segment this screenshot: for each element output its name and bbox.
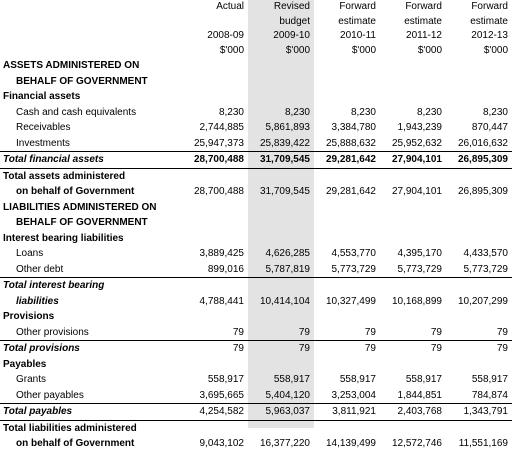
column-header: Revised <box>273 1 310 12</box>
cell-value: 79 <box>446 325 512 341</box>
cell-value: 79 <box>248 325 314 341</box>
cell-value: 4,553,770 <box>331 248 376 259</box>
cell-value: 8,230 <box>482 106 508 118</box>
column-header: estimate <box>404 15 442 27</box>
row-label: Other payables <box>0 388 182 404</box>
cell-value: 25,947,373 <box>182 136 248 152</box>
section-heading <box>0 215 512 231</box>
total-liabilities-label-line-1: Total liabilities administered <box>3 422 137 434</box>
row-label: Loans <box>16 248 44 259</box>
cell-value: 558,917 <box>339 374 376 385</box>
cell-value: 4,254,582 <box>182 404 248 421</box>
cell-value: 5,404,120 <box>248 388 314 404</box>
cell-value: 5,861,893 <box>265 122 310 133</box>
cell-value: 28,700,488 <box>182 152 248 169</box>
header-row-2 <box>0 15 512 30</box>
section-heading <box>0 74 512 90</box>
cell-value: 26,895,309 <box>457 186 508 197</box>
cell-value: 28,700,488 <box>193 186 244 197</box>
total-row <box>0 420 512 436</box>
liabilities-title-line-2: BEHALF OF GOVERNMENT <box>16 217 148 228</box>
table-row <box>0 325 512 341</box>
column-unit: $'000 <box>417 44 442 56</box>
subheading-row <box>0 357 512 373</box>
row-label: Cash and cash equivalents <box>16 106 137 118</box>
table-row <box>0 246 512 262</box>
financial-assets-heading: Financial assets <box>3 91 81 102</box>
cell-value: 870,447 <box>471 122 508 133</box>
table-row <box>0 136 512 152</box>
header-blank <box>0 29 182 44</box>
total-row <box>0 436 512 452</box>
cell-value: 8,230 <box>284 106 310 118</box>
total-provisions-label: Total provisions <box>3 343 80 354</box>
cell-value: 11,551,169 <box>458 438 508 449</box>
cell-value: 79 <box>364 343 376 354</box>
column-header: Forward <box>405 1 442 12</box>
column-header: estimate <box>470 15 508 27</box>
cell-value: 14,139,499 <box>325 438 376 449</box>
cell-value: 3,253,004 <box>314 388 380 404</box>
cell-value: 4,395,170 <box>397 248 442 259</box>
cell-value: 8,230 <box>218 106 244 118</box>
cell-value: 27,904,101 <box>380 152 446 169</box>
cell-value: 3,811,921 <box>314 404 380 421</box>
cell-value: 25,888,632 <box>314 136 380 152</box>
cell-value: 558,917 <box>273 374 310 385</box>
subheading-row <box>0 309 512 325</box>
cell-value: 1,943,239 <box>397 122 442 133</box>
total-assets-label-line-1: Total assets administered <box>3 170 126 182</box>
table-row <box>0 372 512 388</box>
assets-title-line-1: ASSETS ADMINISTERED ON <box>3 60 140 71</box>
subheading-row <box>0 89 512 105</box>
cell-value: 10,168,899 <box>391 295 442 307</box>
total-interest-label-line-2: liabilities <box>16 295 59 307</box>
total-assets-label-line-2: on behalf of Government <box>16 186 135 197</box>
column-year: 2008-09 <box>207 30 244 41</box>
column-header <box>182 15 248 30</box>
column-year: 2011-12 <box>406 30 442 41</box>
total-row <box>0 341 512 357</box>
cell-value: 3,889,425 <box>199 248 244 259</box>
payables-heading: Payables <box>3 358 47 370</box>
cell-value: 16,377,220 <box>259 438 310 449</box>
table-row <box>0 105 512 121</box>
total-row <box>0 152 512 169</box>
cell-value: 25,952,632 <box>380 136 446 152</box>
cell-value: 26,895,309 <box>446 152 512 169</box>
table-row <box>0 262 512 278</box>
cell-value: 5,773,729 <box>446 262 512 278</box>
total-row <box>0 294 512 310</box>
cell-value: 3,695,665 <box>182 388 248 404</box>
column-unit: $'000 <box>285 44 310 56</box>
cell-value: 5,773,729 <box>314 262 380 278</box>
table-row <box>0 388 512 404</box>
cell-value: 4,433,570 <box>463 248 508 259</box>
liabilities-title-line-1: LIABILITIES ADMINISTERED ON <box>3 201 157 213</box>
cell-value: 558,917 <box>405 374 442 385</box>
cell-value: 9,043,102 <box>199 438 244 449</box>
row-label: Other provisions <box>0 325 182 341</box>
cell-value: 79 <box>430 343 442 354</box>
column-unit: $'000 <box>219 44 244 56</box>
column-header: Forward <box>471 1 508 12</box>
interest-bearing-heading: Interest bearing liabilities <box>3 232 124 244</box>
cell-value: 558,917 <box>207 374 244 385</box>
cell-value: 4,626,285 <box>265 248 310 259</box>
cell-value: 3,384,780 <box>331 122 376 133</box>
header-blank <box>0 0 182 15</box>
cell-value: 5,773,729 <box>380 262 446 278</box>
total-row <box>0 404 512 421</box>
cell-value: 558,917 <box>471 374 508 385</box>
column-header: budget <box>279 15 310 27</box>
total-row <box>0 278 512 294</box>
row-label: Receivables <box>16 122 71 133</box>
column-unit: $'000 <box>351 44 376 56</box>
cell-value: 31,709,545 <box>259 186 310 197</box>
cell-value: 79 <box>496 343 508 354</box>
total-financial-assets-label: Total financial assets <box>0 152 182 169</box>
cell-value: 29,281,642 <box>314 152 380 169</box>
section-heading <box>0 200 512 216</box>
column-header: Actual <box>216 1 244 12</box>
column-header: estimate <box>338 15 376 27</box>
total-payables-label: Total payables <box>0 404 182 421</box>
column-year: 2009-10 <box>273 30 310 41</box>
cell-value: 26,016,632 <box>446 136 512 152</box>
table-row <box>0 120 512 136</box>
cell-value: 79 <box>380 325 446 341</box>
cell-value: 10,327,499 <box>325 295 376 307</box>
cell-value: 79 <box>232 343 244 354</box>
row-label: Other debt <box>0 262 182 278</box>
total-row <box>0 168 512 184</box>
total-row <box>0 184 512 200</box>
provisions-heading: Provisions <box>3 311 55 322</box>
cell-value: 79 <box>298 343 310 354</box>
cell-value: 79 <box>182 325 248 341</box>
cell-value: 8,230 <box>350 106 376 118</box>
cell-value: 4,788,441 <box>199 295 244 307</box>
header-row-4 <box>0 44 512 59</box>
cell-value: 12,572,746 <box>391 438 442 449</box>
header-blank <box>0 15 182 30</box>
column-unit: $'000 <box>483 44 508 56</box>
row-label: Investments <box>0 136 182 152</box>
cell-value: 899,016 <box>182 262 248 278</box>
total-liabilities-label-line-2: on behalf of Government <box>16 438 135 449</box>
cell-value: 1,844,851 <box>380 388 446 404</box>
header-row-3 <box>0 29 512 44</box>
cell-value: 2,744,885 <box>199 122 244 133</box>
assets-title-line-2: BEHALF OF GOVERNMENT <box>16 75 148 87</box>
header-row-1 <box>0 0 512 15</box>
total-interest-label-line-1: Total interest bearing <box>3 280 105 291</box>
cell-value: 79 <box>314 325 380 341</box>
column-year: 2012-13 <box>471 30 508 41</box>
cell-value: 10,414,104 <box>259 295 310 307</box>
cell-value: 29,281,642 <box>325 186 376 197</box>
section-heading <box>0 58 512 74</box>
cell-value: 1,343,791 <box>446 404 512 421</box>
cell-value: 5,963,037 <box>248 404 314 421</box>
row-label: Grants <box>16 374 47 385</box>
cell-value: 5,787,819 <box>248 262 314 278</box>
cell-value: 8,230 <box>416 106 442 118</box>
cell-value: 2,403,768 <box>380 404 446 421</box>
header-blank <box>0 44 182 59</box>
cell-value: 31,709,545 <box>248 152 314 169</box>
column-year: 2010-11 <box>340 30 376 41</box>
subheading-row <box>0 231 512 247</box>
cell-value: 27,904,101 <box>391 186 442 197</box>
column-header: Forward <box>339 1 376 12</box>
cell-value: 784,874 <box>446 388 512 404</box>
cell-value: 25,839,422 <box>248 136 314 152</box>
cell-value: 10,207,299 <box>457 295 508 307</box>
